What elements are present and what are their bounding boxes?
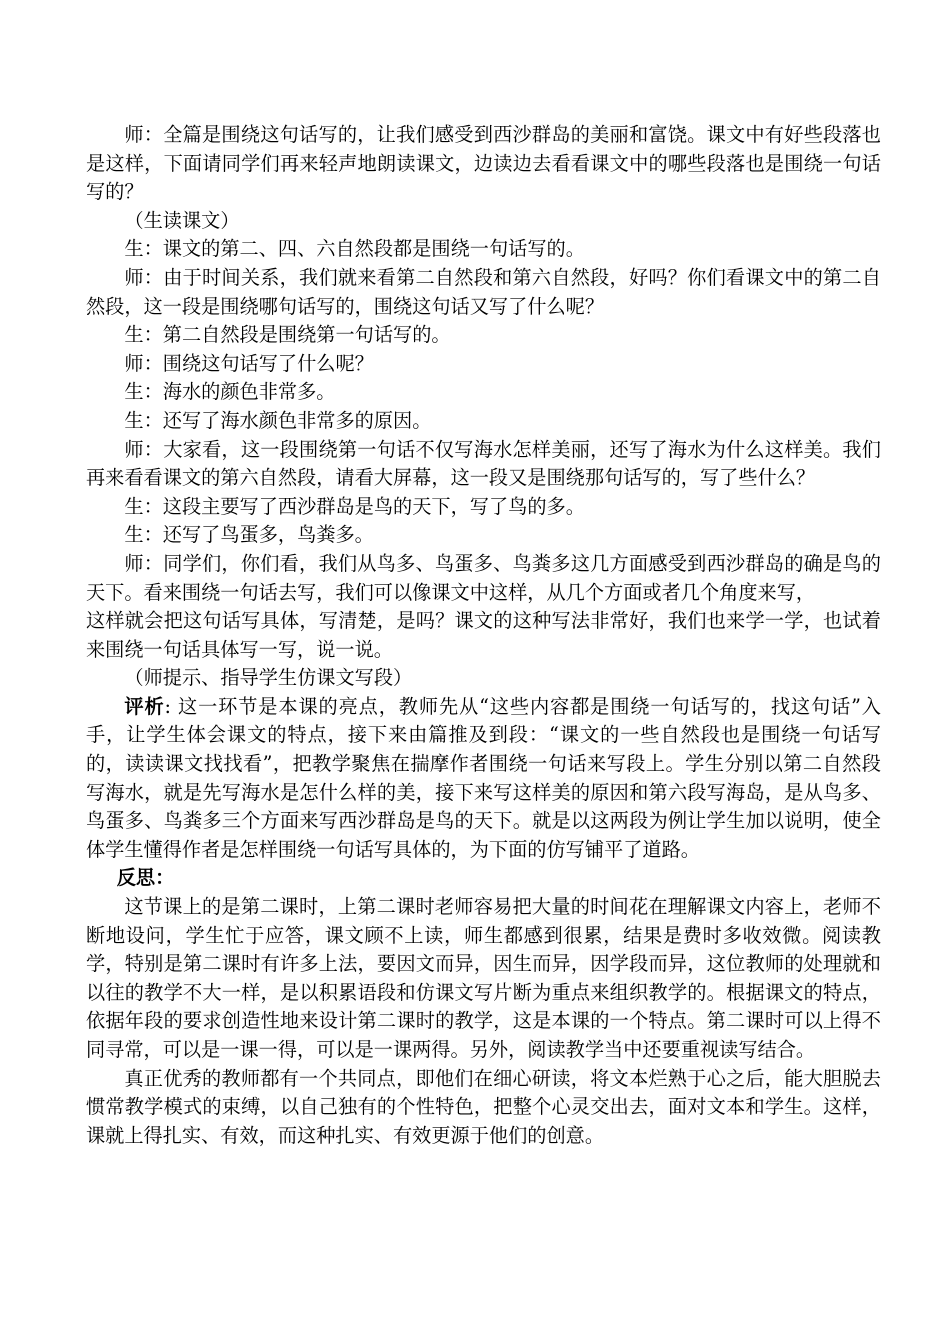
paragraph-student-answer-5: 生：这段主要写了西沙群岛是鸟的天下，写了鸟的多。 — [124, 494, 585, 518]
paragraph-student-answer-4: 生：还写了海水颜色非常多的原因。 — [124, 408, 432, 432]
analysis-separator: : — [164, 694, 178, 718]
paragraph-student-answer-3: 生：海水的颜色非常多。 — [124, 380, 336, 404]
paragraph-student-answer-2: 生：第二自然段是围绕第一句话写的。 — [124, 323, 451, 347]
paragraph-student-answer-1: 生：课文的第二、四、六自然段都是围绕一句话写的。 — [124, 237, 585, 261]
reflection-heading: 反思： — [116, 866, 175, 890]
paragraph-teacher-question-3: 师：大家看，这一段围绕第一句话不仅写海水怎样美丽，还写了海水为什么这样美。我们再来看看课文的第六自然段，请看大屏幕，这一段又是围绕那句话写的，写了些什么？ — [86, 437, 881, 490]
paragraph-teacher-intro: 师：全篇是围绕这句话写的，让我们感受到西沙群岛的美丽和富饶。课文中有好些段落也是这样，下面请同学们再来轻声地朗读课文，边读边去看看课文中的哪些段落也是围绕一句话写的？ — [86, 123, 881, 204]
paragraph-students-read: （生读课文） — [124, 208, 240, 232]
paragraph-teacher-summary-continued: 这样就会把这句话写具体，写清楚，是吗？课文的这种写法非常好，我们也来学一学，也试着来围绕一句话具体写一写，说一说。 — [86, 609, 881, 661]
reflection-paragraph-1: 这节课上的是第二课时，上第二课时老师容易把大量的时间花在理解课文内容上，老师不断地设问，学生忙于应答，课文顾不上读，师生都感到很累，结果是费时多收效微。阅读教学，特别是第二课时有许多上法，要因文而异，因生而异，因学段而异，这位教师的处理就和以往的教学不大一样，是以积累语段和仿课文写片断为重点来组织教学的。根据课文的特点，依据年段的要求创造性地来设计第二课时的教学，这是本课的一个特点。第二课时可以上得不同寻常，可以是一课一得，可以是一课两得。另外，阅读教学当中还要重视读写结合。 — [86, 895, 881, 1061]
paragraph-teacher-summary: 师：同学们，你们看，我们从鸟多、鸟蛋多、鸟粪多这几方面感受到西沙群岛的确是鸟的天下。看来围绕一句话去写，我们可以像课文中这样，从几个方面或者几个角度来写， — [86, 551, 881, 604]
paragraph-student-answer-6: 生：还写了鸟蛋多，鸟粪多。 — [124, 523, 374, 547]
analysis-text: 这一环节是本课的亮点，教师先从“这些内容都是围绕一句话写的，找这句话”入手，让学生体会课文的特点，接下来由篇推及到段：“课文的一些自然段也是围绕一句话写的，读读课文找找看”，把教学聚焦在揣摩作者围绕一句话来写段上。学生分别以第二自然段写海水，就是先写海水是怎什么样的美，接下来写这样美的原因和第六段写海岛，是从鸟多、鸟蛋多、鸟粪多三个方面来写西沙群岛是鸟的天下。就是以这两段为例让学生加以说明，使全体学生懂得作者是怎样围绕一句话写具体的，为下面的仿写铺平了道路。 — [86, 694, 881, 861]
analysis-label: 评析 — [124, 694, 165, 718]
analysis-paragraph — [86, 693, 881, 865]
paragraph-teacher-question-1: 师：由于时间关系，我们就来看第二自然段和第六自然段，好吗？你们看课文中的第二自然段，这一段是围绕哪句话写的，围绕这句话又写了什么呢？ — [86, 265, 881, 318]
reflection-paragraph-2: 真正优秀的教师都有一个共同点，即他们在细心研读，将文本烂熟于心之后，能大胆脱去惯常教学模式的束缚，以自己独有的个性特色，把整个心灵交出去，面对文本和学生。这样，课就上得扎实、有效，而这种扎实、有效更源于他们的创意。 — [86, 1066, 881, 1147]
document-page — [86, 121, 881, 1150]
paragraph-writing-guide: （师提示、指导学生仿课文写段） — [124, 666, 413, 690]
paragraph-teacher-question-2: 师：围绕这句话写了什么呢？ — [124, 351, 374, 375]
